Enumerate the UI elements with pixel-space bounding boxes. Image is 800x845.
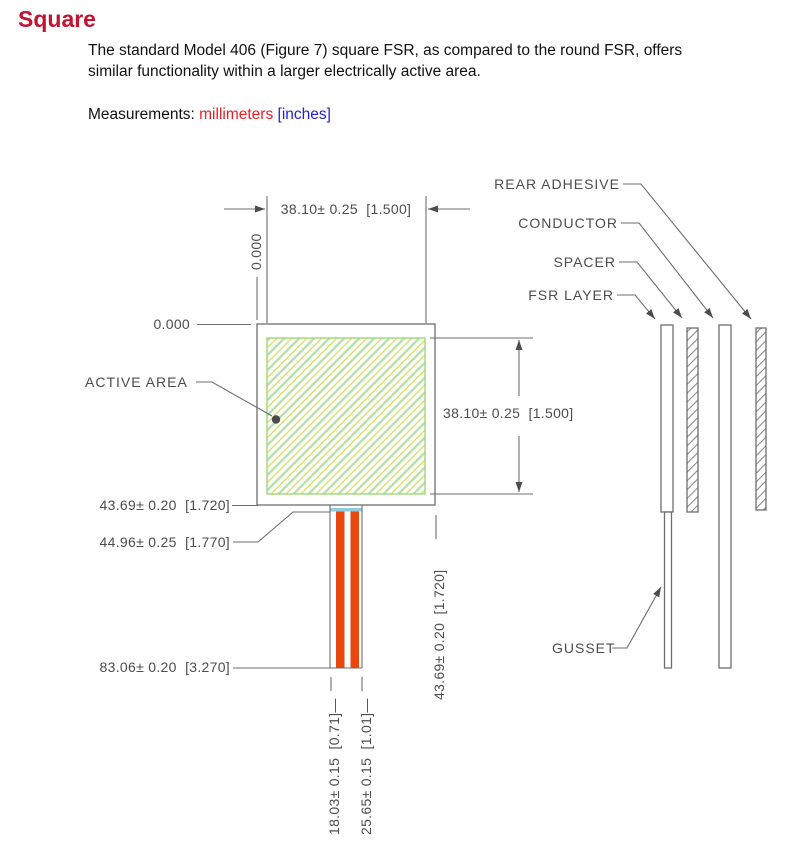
dimension-tail-top xyxy=(100,512,330,550)
measurements-line xyxy=(88,106,331,124)
fsr-technical-drawing xyxy=(0,140,800,845)
datum-left xyxy=(153,316,251,332)
dimension-label: 83.06± 0.20 [3.270] xyxy=(99,659,230,675)
leader-line xyxy=(233,512,330,542)
callout-gusset xyxy=(552,587,661,656)
conductor-strip xyxy=(719,325,731,668)
datum-top-label: 0.000 xyxy=(248,233,264,270)
dimension-tail-left-edge xyxy=(326,677,342,835)
layer-label: GUSSET xyxy=(552,640,616,656)
rear-adhesive-strip xyxy=(756,328,766,510)
intro-paragraph xyxy=(88,40,682,82)
leader-line xyxy=(612,587,661,648)
tail-trace-right xyxy=(351,512,360,669)
intro-line-2: similar functionality within a larger electrically active area. xyxy=(88,63,481,80)
measurements-unit-mm: millimeters xyxy=(199,106,274,123)
leader-line xyxy=(617,295,655,319)
leader-line xyxy=(621,223,713,318)
dimension-label: 25.65± 0.15 [1.01]— xyxy=(358,698,374,835)
callout-fsr-layer xyxy=(528,287,655,319)
dimension-square-height-left xyxy=(100,497,258,513)
layer-stack xyxy=(661,325,766,668)
active-area-label: ACTIVE AREA xyxy=(85,374,188,390)
fsr-layer-strip xyxy=(661,325,673,512)
dimension-width-top-label: 38.10± 0.25 [1.500] xyxy=(280,201,412,217)
dimension-label: 43.69± 0.20 [1.720] xyxy=(99,497,230,513)
dimension-square-height-right-vertical xyxy=(431,515,447,700)
dimension-label: 18.03± 0.15 [0.71]— xyxy=(326,698,342,835)
dimension-label: 43.69± 0.20 [1.720] xyxy=(431,569,447,700)
measurements-unit-inches: [inches] xyxy=(277,106,331,123)
measurements-label: Measurements: xyxy=(88,106,200,123)
gusset-strip xyxy=(665,512,672,668)
dimension-label: 44.96± 0.25 [1.770] xyxy=(99,534,230,550)
dimension-overall-length xyxy=(100,659,330,675)
tail-trace-left xyxy=(336,512,345,669)
layer-label: SPACER xyxy=(553,254,616,270)
page-title: Square xyxy=(18,6,96,32)
datum-left-label: 0.000 xyxy=(153,316,190,332)
callout-spacer xyxy=(553,254,682,318)
datum-top xyxy=(248,233,264,320)
leader-line xyxy=(619,262,682,318)
spacer-strip xyxy=(687,328,698,512)
layer-label: REAR ADHESIVE xyxy=(494,176,620,192)
intro-line-1: The standard Model 406 (Figure 7) square FSR, as compared to the round FSR, offers xyxy=(88,42,683,59)
sensor-tail xyxy=(330,505,362,668)
layer-label: FSR LAYER xyxy=(528,287,614,303)
layer-label: CONDUCTOR xyxy=(518,215,618,231)
active-area-callout xyxy=(85,374,280,424)
active-area-hatch xyxy=(267,338,425,494)
leader-line xyxy=(623,184,751,319)
dimension-tail-right-edge xyxy=(358,677,374,835)
active-area-pointer-dot xyxy=(272,415,280,423)
dimension-height-right-label: 38.10± 0.25 [1.500] xyxy=(443,405,574,421)
dimension-height-right xyxy=(430,338,573,494)
tail-adhesive-strip xyxy=(331,508,362,512)
